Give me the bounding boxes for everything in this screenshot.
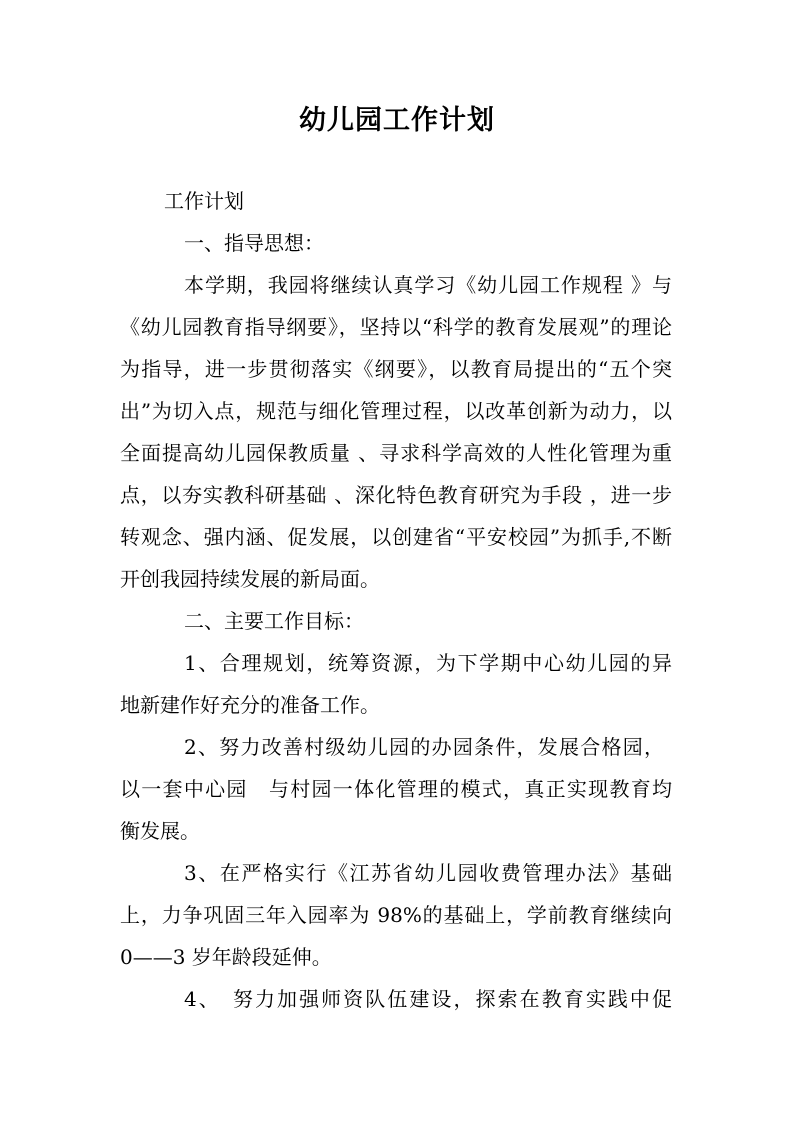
- section-label: 工作计划: [164, 189, 244, 213]
- paragraph-line: 全面提高幼儿园保教质量 、寻求科学高效的人性化管理为重: [120, 441, 672, 465]
- paragraph-line: 1、合理规划，统筹资源，为下学期中心幼儿园的异: [184, 651, 672, 675]
- document-title: 幼儿园工作计划: [299, 105, 495, 136]
- paragraph-line: 衡发展。: [120, 819, 200, 843]
- paragraph-line: 出”为切入点，规范与细化管理过程，以改革创新为动力，以: [120, 399, 672, 423]
- paragraph-line: 4、 努力加强师资队伍建设，探索在教育实践中促: [184, 987, 672, 1011]
- paragraph-line: 2、努力改善村级幼儿园的办园条件，发展合格园，: [184, 735, 664, 759]
- paragraph-line: 0——3 岁年龄段延伸。: [120, 945, 332, 969]
- paragraph-line: 转观念、强内涵、促发展，以创建省“平安校园”为抓手,不断: [120, 525, 672, 549]
- section-heading: 二、主要工作目标：: [184, 609, 364, 633]
- paragraph-line: 《幼儿园教育指导纲要》，坚持以“科学的教育发展观”的理论: [120, 315, 672, 339]
- paragraph-line: 开创我园持续发展的新局面。: [120, 567, 380, 591]
- paragraph-line: 为指导，进一步贯彻落实《纲要》，以教育局提出的“五个突: [120, 357, 672, 381]
- paragraph-line: 本学期，我园将继续认真学习《幼儿园工作规程 》与: [184, 273, 672, 297]
- section-heading: 一、指导思想：: [184, 231, 324, 255]
- paragraph-line: 上，力争巩固三年入园率为 98%的基础上，学前教育继续向: [120, 903, 672, 927]
- paragraph-line: 3、在严格实行《江苏省幼儿园收费管理办法》基础: [184, 861, 672, 885]
- paragraph-line: 以一套中心园 与村园一体化管理的模式，真正实现教育均: [120, 777, 672, 801]
- paragraph-line: 地新建作好充分的准备工作。: [120, 693, 380, 717]
- paragraph-line: 点，以夯实教科研基础 、深化特色教育研究为手段 ，进一步: [120, 483, 672, 507]
